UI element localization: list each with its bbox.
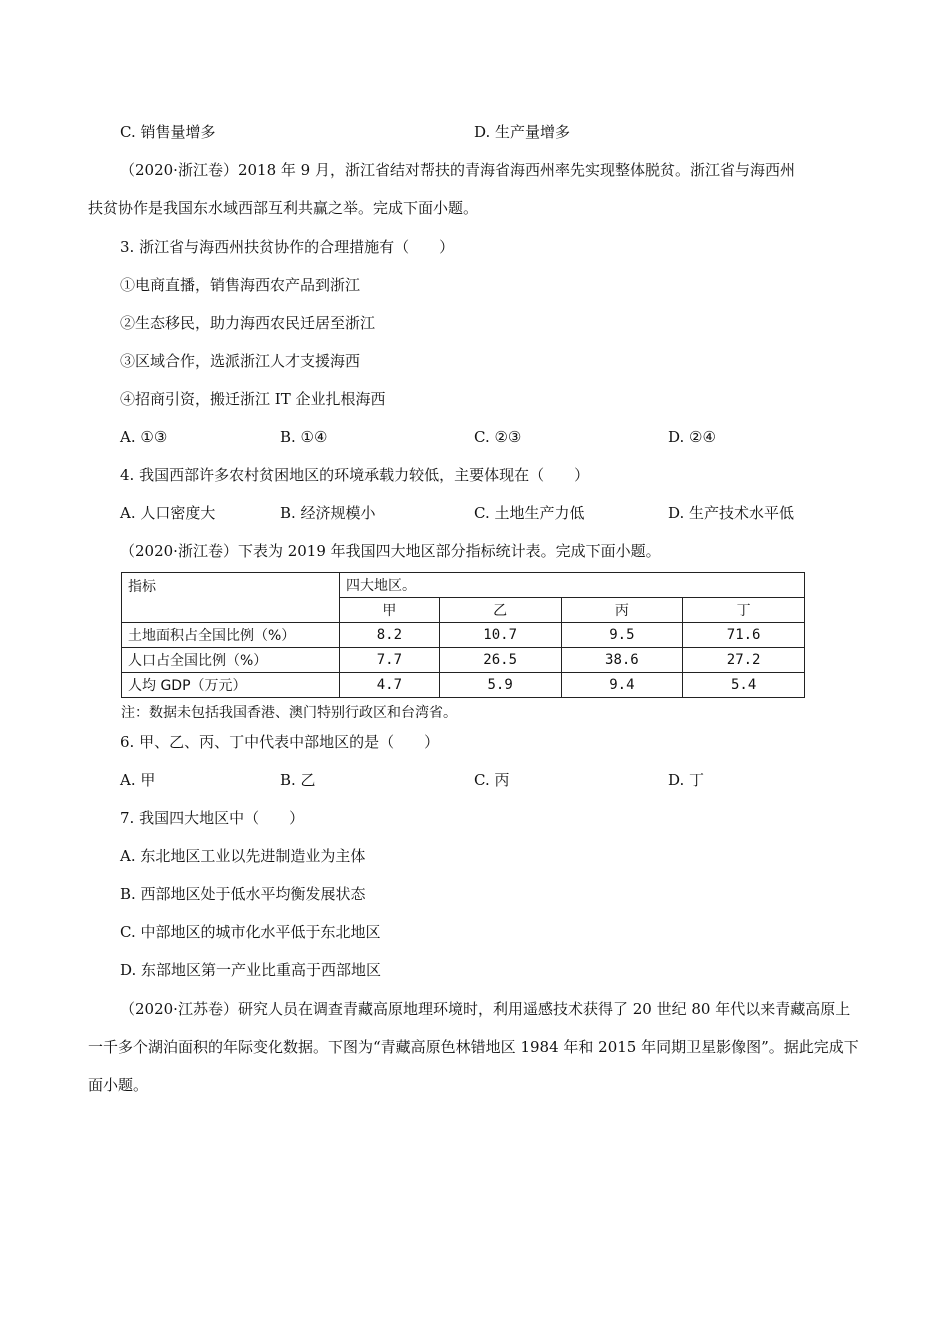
table-cell: 9.5	[561, 623, 683, 648]
question-3-option-a: A. ①③	[120, 428, 168, 446]
table-row	[122, 623, 805, 648]
intro-jiangsu: （2020·江苏卷）研究人员在调查青藏高原地理环境时，利用遥感技术获得了 20 世纪 80 年代以来青藏高原上一千多个湖泊面积的年际变化数据。下图为“青藏高原色林错地区 1984 年和 2015 年同期卫星影像图”。据此完成下面小题。	[88, 1000, 859, 1094]
question-4-option-b: B. 经济规模小	[280, 504, 376, 522]
table-column-header: 甲	[340, 598, 440, 623]
table-row-label: 土地面积占全国比例（%）	[122, 623, 340, 648]
table-cell: 38.6	[561, 648, 683, 673]
intro-zhejiang-1-line1: （2020·浙江卷）2018 年 9 月，浙江省结对帮扶的青海省海西州率先实现整体脱贫。浙江省与海西州	[120, 161, 795, 179]
table-cell: 10.7	[439, 623, 561, 648]
question-4-option-d: D. 生产技术水平低	[668, 504, 795, 522]
question-6-option-c: C. 丙	[474, 771, 510, 789]
question-7-option-c: C. 中部地区的城市化水平低于东北地区	[120, 923, 381, 941]
table-cell: 71.6	[683, 623, 805, 648]
question-3-stem: 3. 浙江省与海西州扶贫协作的合理措施有（ ）	[120, 238, 455, 256]
question-6-option-b: B. 乙	[280, 771, 316, 789]
table-corner-header: 指标	[122, 573, 340, 623]
table-cell: 9.4	[561, 673, 683, 698]
question-3-item-2: ②生态移民，助力海西农民迁居至浙江	[120, 314, 376, 332]
table-group-header: 四大地区。	[340, 573, 805, 598]
table-row	[122, 648, 805, 673]
question-6-stem: 6. 甲、乙、丙、丁中代表中部地区的是（ ）	[120, 733, 440, 751]
question-4-option-a: A. 人口密度大	[120, 504, 216, 522]
prev-option-c: C. 销售量增多	[120, 123, 216, 141]
table-column-header: 丁	[683, 598, 805, 623]
table-row-label: 人口占全国比例（%）	[122, 648, 340, 673]
table-note: 注：数据未包括我国香港、澳门特别行政区和台湾省。	[121, 705, 457, 721]
intro-zhejiang-2: （2020·浙江卷）下表为 2019 年我国四大地区部分指标统计表。完成下面小题。	[120, 542, 661, 560]
question-6-option-d: D. 丁	[668, 771, 705, 789]
table-row-label: 人均 GDP（万元）	[122, 673, 340, 698]
question-4-stem: 4. 我国西部许多农村贫困地区的环境承载力较低，主要体现在（ ）	[120, 466, 590, 484]
question-3-option-c: C. ②③	[474, 428, 522, 446]
question-3-option-d: D. ②④	[668, 428, 716, 446]
question-7-option-a: A. 东北地区工业以先进制造业为主体	[120, 847, 366, 865]
statistics-table	[121, 572, 805, 698]
table-cell: 5.9	[439, 673, 561, 698]
question-7-stem: 7. 我国四大地区中（ ）	[120, 809, 305, 827]
table-column-header: 乙	[439, 598, 561, 623]
question-3-item-3: ③区域合作，选派浙江人才支援海西	[120, 352, 361, 370]
intro-zhejiang-1-line2: 扶贫协作是我国东水域西部互利共赢之举。完成下面小题。	[88, 199, 479, 217]
table-cell: 27.2	[683, 648, 805, 673]
table-cell: 5.4	[683, 673, 805, 698]
table-header-row	[122, 573, 805, 598]
question-7-option-d: D. 东部地区第一产业比重高于西部地区	[120, 961, 382, 979]
question-3-item-1: ①电商直播，销售海西农产品到浙江	[120, 276, 361, 294]
table-row	[122, 673, 805, 698]
prev-option-d: D. 生产量增多	[474, 123, 571, 141]
question-7-option-b: B. 西部地区处于低水平均衡发展状态	[120, 885, 366, 903]
question-6-option-a: A. 甲	[120, 771, 156, 789]
table-cell: 4.7	[340, 673, 440, 698]
question-3-item-4: ④招商引资，搬迁浙江 IT 企业扎根海西	[120, 390, 386, 408]
table-cell: 8.2	[340, 623, 440, 648]
table-cell: 7.7	[340, 648, 440, 673]
table-column-header: 丙	[561, 598, 683, 623]
question-3-option-b: B. ①④	[280, 428, 328, 446]
question-4-option-c: C. 土地生产力低	[474, 504, 585, 522]
table-cell: 26.5	[439, 648, 561, 673]
